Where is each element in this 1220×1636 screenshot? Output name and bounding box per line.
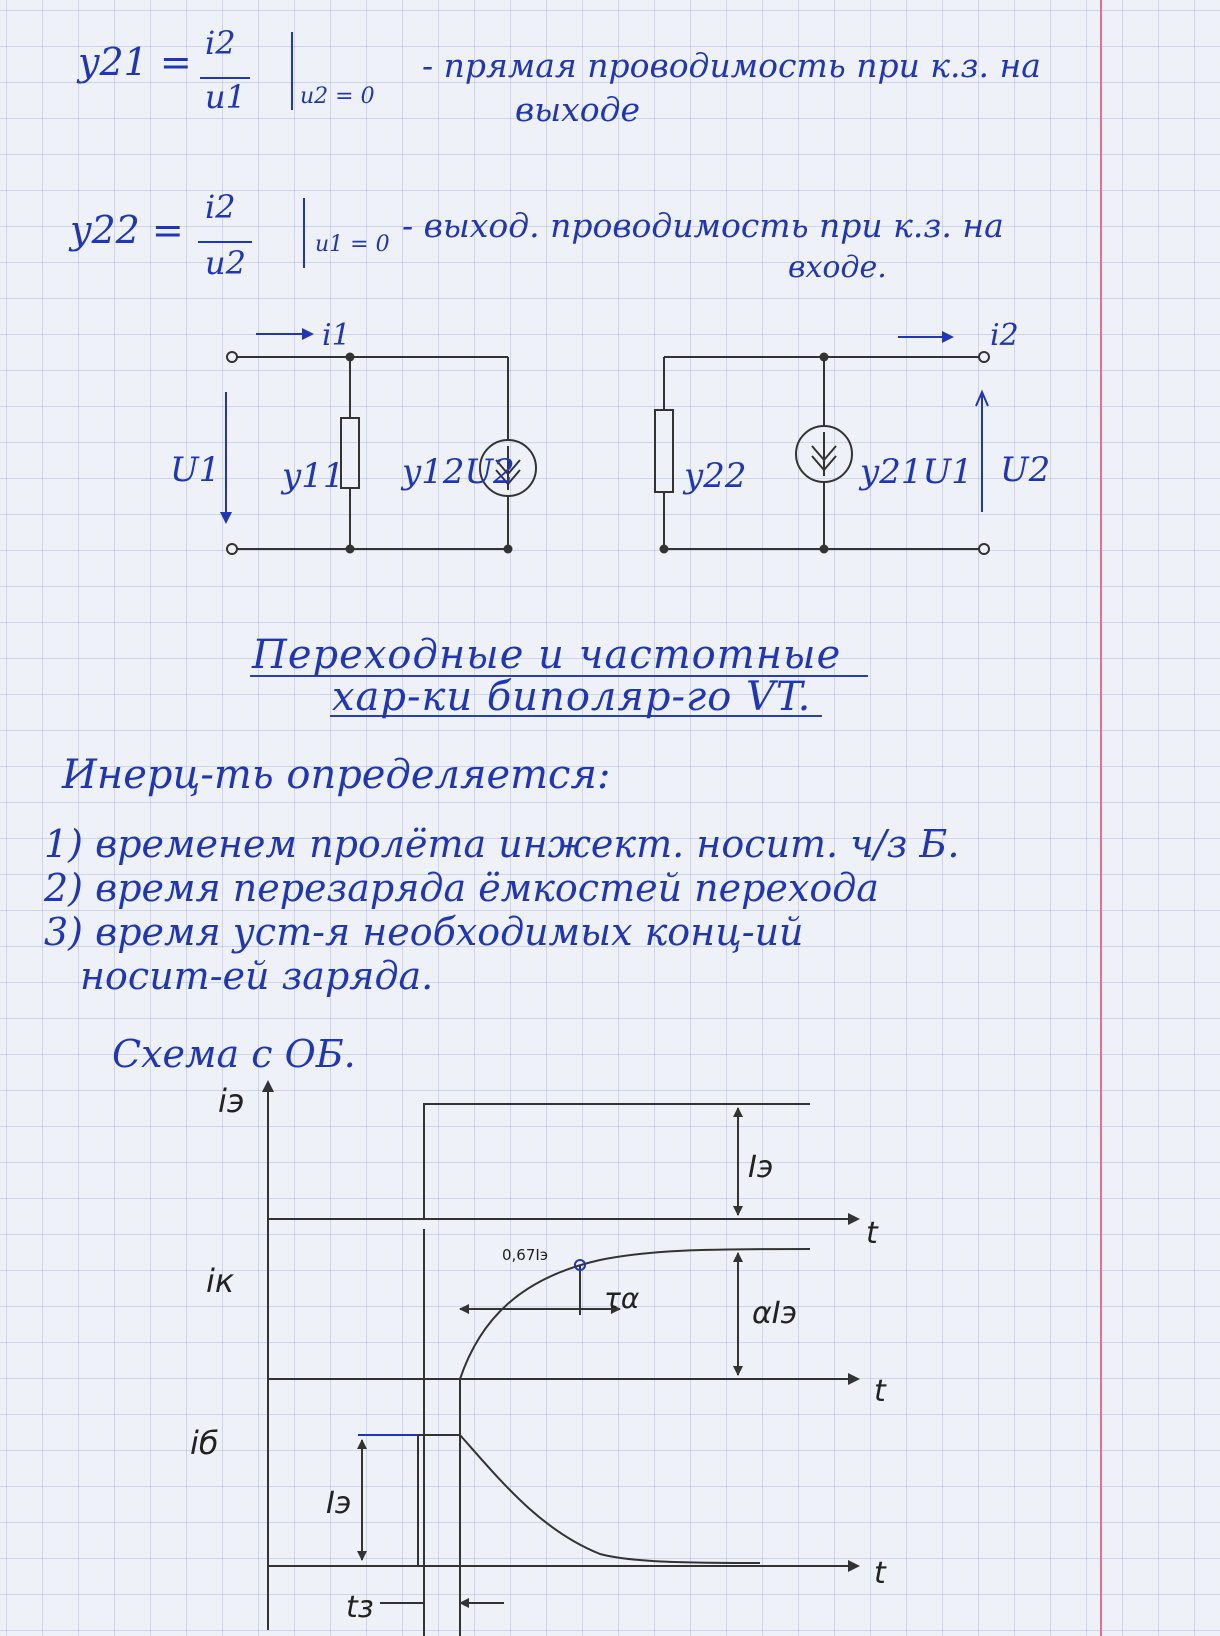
- node-right-bottom: [820, 545, 829, 554]
- label-u2: U2: [1000, 450, 1051, 490]
- eq-y22-denominator: u2: [205, 244, 246, 282]
- eq-y21-numerator: i2: [205, 24, 236, 62]
- list-item-1: 1) временем пролёта инжект. носит. ч/з Б.: [44, 822, 960, 866]
- circuit-left: [226, 334, 536, 554]
- label-t-2: t: [874, 1374, 886, 1409]
- eq-y21-denominator: u1: [205, 78, 246, 116]
- terminal-out-top: [979, 352, 989, 362]
- label-ik-axis: iк: [206, 1262, 235, 1300]
- node-left-source-bottom: [504, 545, 513, 554]
- label-i2: i2: [990, 318, 1019, 353]
- node-right-res-bottom: [660, 545, 669, 554]
- terminal-in-bottom: [227, 544, 237, 554]
- ik-rise-curve: [268, 1249, 810, 1379]
- eq-y21-description-2: выходе: [515, 90, 641, 129]
- section-title-line-1: Переходные и частотные: [252, 632, 842, 678]
- label-t-3: t: [874, 1556, 886, 1591]
- section-title-line-2: хар-ки биполяр-го VT.: [332, 674, 812, 720]
- label-tz: tз: [346, 1590, 374, 1625]
- node-left-top: [346, 353, 355, 362]
- scheme-label: Схема с ОБ.: [112, 1032, 356, 1076]
- y22-resistor: [655, 410, 673, 492]
- eq-y22-condition: u1 = 0: [315, 232, 390, 257]
- eq-y22-numerator: i2: [205, 188, 236, 226]
- label-y21u1: y21U1: [860, 452, 973, 492]
- node-left-bottom: [346, 545, 355, 554]
- list-item-3: 3) время уст-я необходимых конц-ий: [44, 910, 804, 954]
- label-i1: i1: [322, 318, 351, 353]
- list-item-3-cont: носит-ей заряда.: [80, 954, 434, 998]
- ie-step-curve: [268, 1104, 810, 1219]
- label-u1: U1: [170, 450, 221, 490]
- label-point-067: 0,67Iэ: [502, 1246, 549, 1264]
- intro-text: Инерц-ть определяется:: [62, 752, 611, 798]
- node-right-top: [820, 353, 829, 362]
- label-Ie-base: Iэ: [326, 1486, 352, 1521]
- terminal-in-top: [227, 352, 237, 362]
- label-tau: τα: [604, 1282, 640, 1315]
- eq-y22-description: - выход. проводимость при к.з. на: [402, 206, 1004, 245]
- label-t-1: t: [866, 1216, 878, 1251]
- label-aIe: αIэ: [752, 1296, 798, 1331]
- list-item-2: 2) время перезаряда ёмкостей перехода: [44, 866, 879, 910]
- circuit-right: [655, 337, 989, 554]
- label-y12u2: y12U2: [402, 452, 515, 492]
- eq-y21-description: - прямая проводимость при к.з. на: [422, 46, 1041, 85]
- label-ie-axis: iэ: [218, 1082, 245, 1120]
- eq-y21-condition: u2 = 0: [300, 84, 375, 109]
- eq-y21-lhs: y21 =: [78, 40, 192, 84]
- label-Ie-step: Iэ: [748, 1150, 774, 1185]
- label-y11: y11: [282, 456, 345, 496]
- terminal-out-bottom: [979, 544, 989, 554]
- label-ib-axis: iб: [190, 1424, 219, 1462]
- eq-y22-lhs: y22 =: [70, 208, 184, 252]
- label-y22: y22: [684, 456, 747, 496]
- eq-y22-description-2: входе.: [788, 250, 887, 285]
